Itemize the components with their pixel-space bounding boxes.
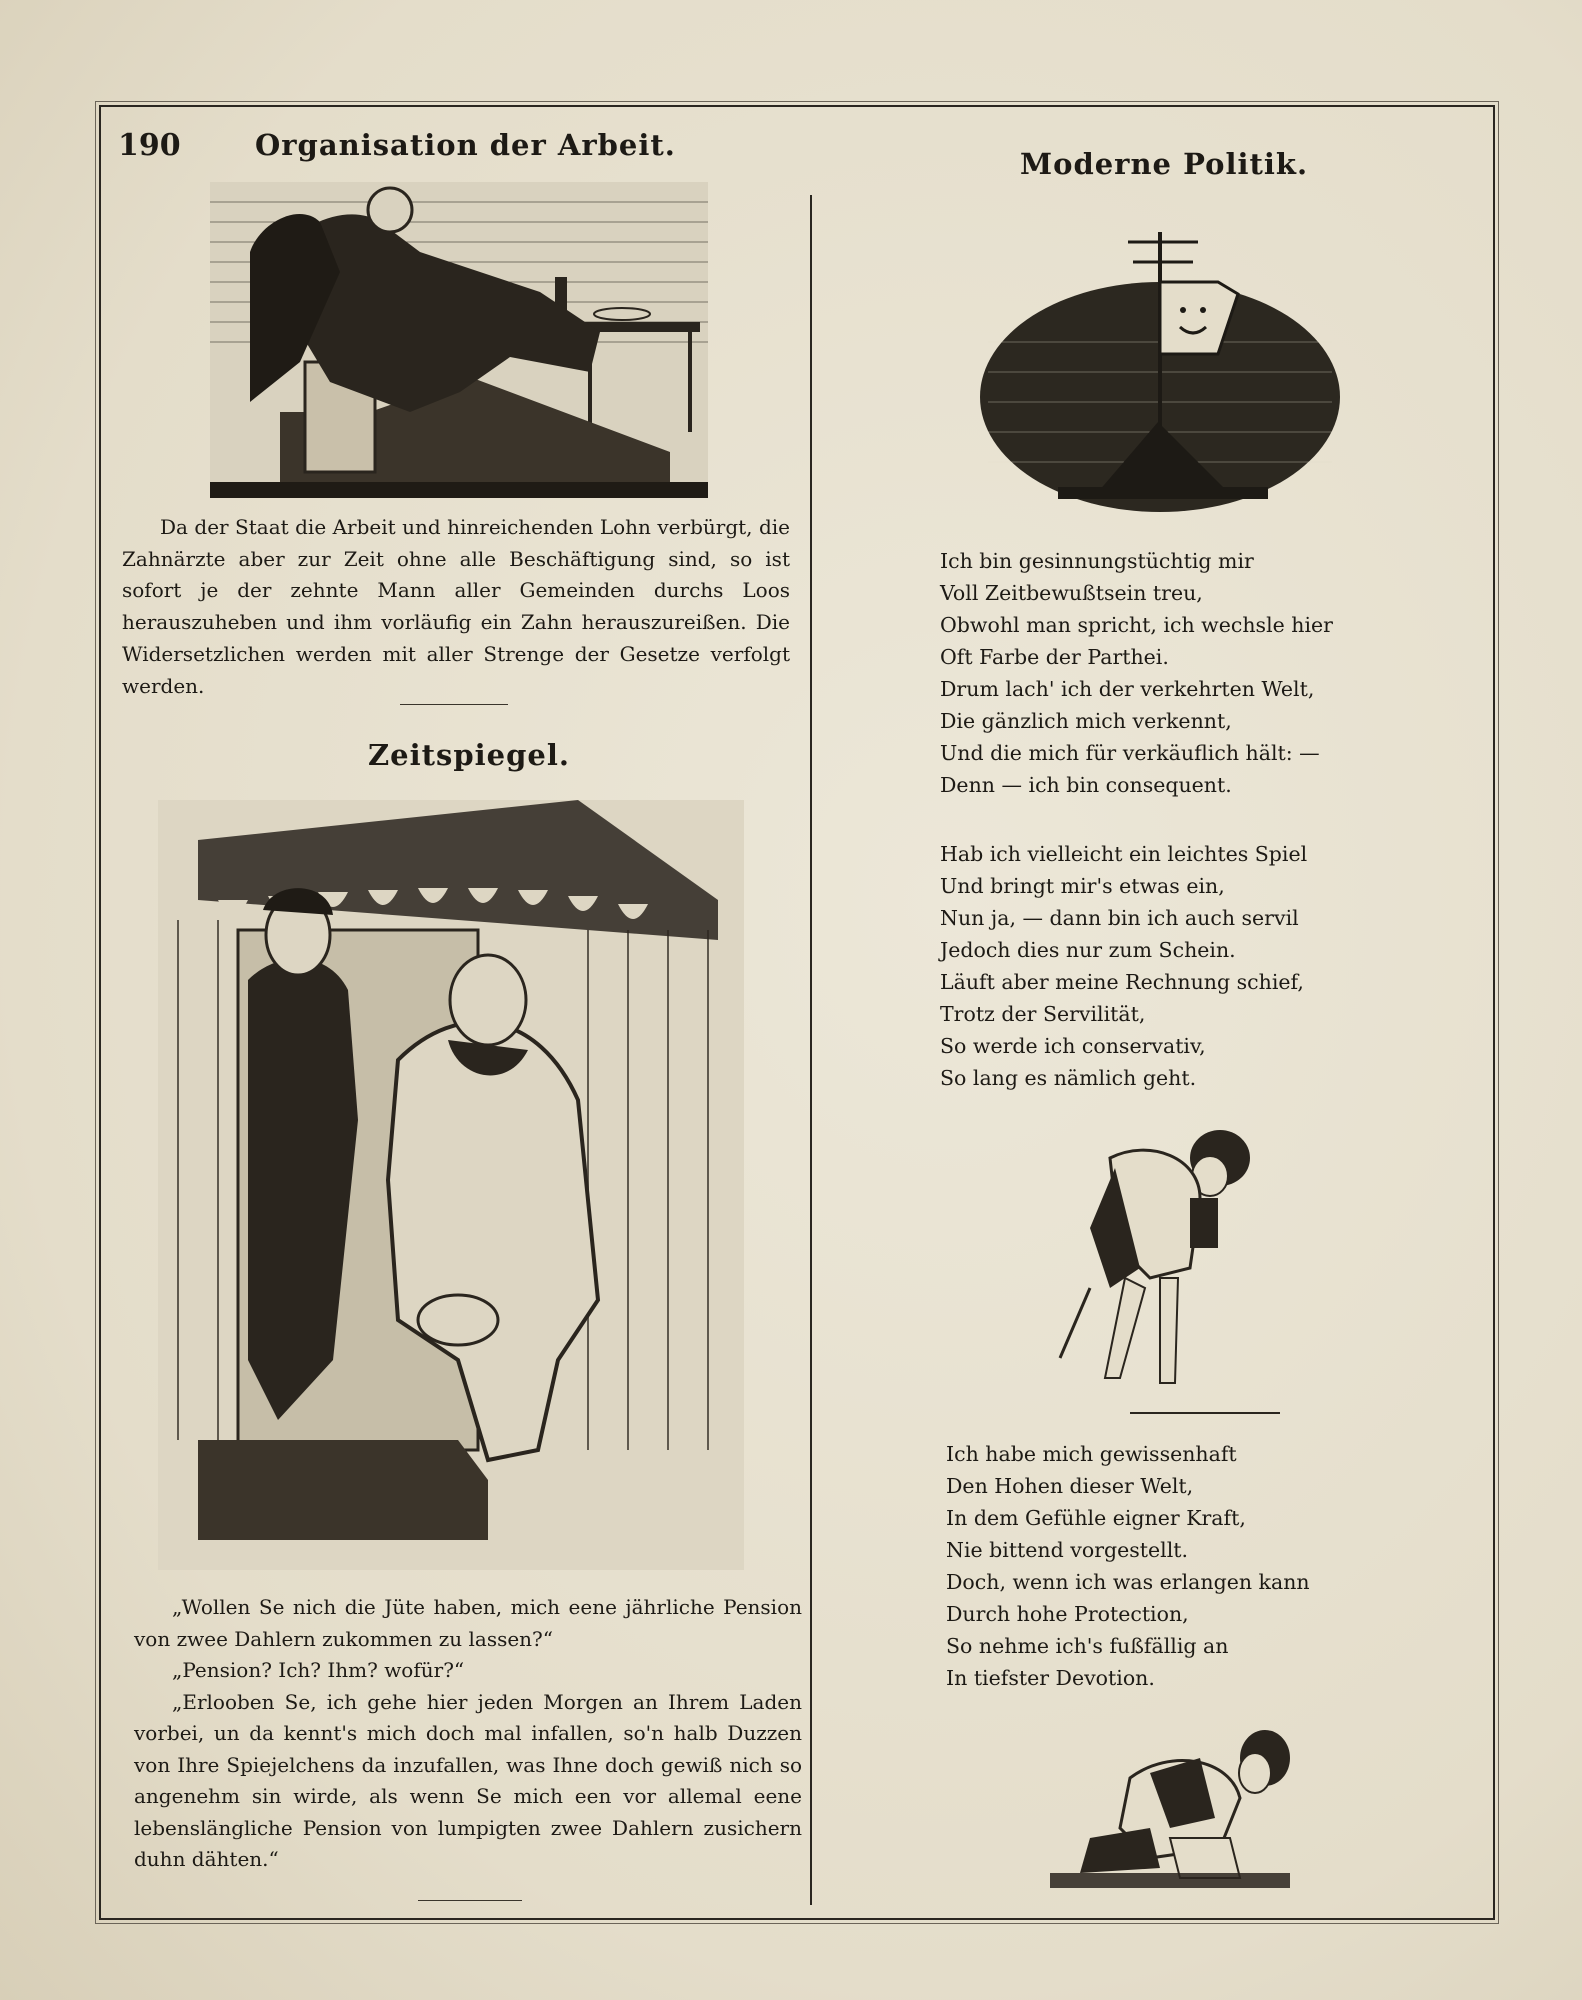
poem-line: So werde ich conservativ, bbox=[940, 1034, 1206, 1058]
poem-line: Ich habe mich gewissenhaft bbox=[946, 1442, 1237, 1466]
dialogue-line-1: „Wollen Se nich die Jüte haben, mich eene jährliche Pension von zwee Dahlern zukommen zu lassen?“ bbox=[134, 1595, 802, 1651]
poem-stanza-3 bbox=[946, 1438, 1310, 1694]
end-divider-rule bbox=[418, 1900, 522, 1901]
poem-line: Nie bittend vorgestellt. bbox=[946, 1538, 1189, 1562]
poem-line: Nun ja, — dann bin ich auch servil bbox=[940, 906, 1299, 930]
poem-line: Die gänzlich mich verkennt, bbox=[940, 709, 1232, 733]
poem-line: Obwohl man spricht, ich wechsle hier bbox=[940, 613, 1333, 637]
poem-line: So nehme ich's fußfällig an bbox=[946, 1634, 1229, 1658]
poem-line: So lang es nämlich geht. bbox=[940, 1066, 1197, 1090]
poem-line: Und die mich für verkäuflich hält: — bbox=[940, 741, 1320, 765]
page-number: 190 bbox=[118, 128, 181, 163]
poem-line: Trotz der Servilität, bbox=[940, 1002, 1146, 1026]
heading-zeitspiegel: Zeitspiegel. bbox=[368, 738, 570, 772]
poem-line: Jedoch dies nur zum Schein. bbox=[940, 938, 1236, 962]
poem-line: Denn — ich bin consequent. bbox=[940, 773, 1232, 797]
poem-line: Läuft aber meine Rechnung schief, bbox=[940, 970, 1304, 994]
poem-line: Drum lach' ich der verkehrten Welt, bbox=[940, 677, 1315, 701]
heading-moderne-politik: Moderne Politik. bbox=[1020, 147, 1309, 181]
poem-line: Doch, wenn ich was erlangen kann bbox=[946, 1570, 1310, 1594]
poem-line: Voll Zeitbewußtsein treu, bbox=[940, 581, 1203, 605]
poem-line: Den Hohen dieser Welt, bbox=[946, 1474, 1194, 1498]
poem-stanza-2 bbox=[940, 838, 1307, 1094]
section-divider-rule bbox=[400, 704, 508, 705]
poem-line: Oft Farbe der Parthei. bbox=[940, 645, 1169, 669]
illustration-kneeling-man bbox=[1050, 1718, 1290, 1888]
dialogue-line-3: „Erlooben Se, ich gehe hier jeden Morgen an Ihrem Laden vorbei, un da kennt's mich doch mal infallen, so'n halb Duzzen von Ihre Spiejelchens da inzufallen, was Ihne doch gewiß nich so angenehm sin wirde, als wenn Se mich een vor allemal eene lebenslängliche Pension von lumpigten zwee Dahlern zusichern duhn dähten.“ bbox=[134, 1689, 802, 1871]
illustration-dentist bbox=[210, 182, 708, 498]
heading-organisation: Organisation der Arbeit. bbox=[255, 128, 676, 162]
zeitspiegel-dialogue bbox=[134, 1592, 802, 1876]
poem-line: In dem Gefühle eigner Kraft, bbox=[946, 1506, 1246, 1530]
poem-line: Ich bin gesinnungstüchtig mir bbox=[940, 549, 1254, 573]
illustration-shop-doorway bbox=[158, 800, 744, 1570]
poem-line: In tiefster Devotion. bbox=[946, 1666, 1155, 1690]
column-divider bbox=[810, 195, 812, 1905]
poem-line: Und bringt mir's etwas ein, bbox=[940, 874, 1225, 898]
organisation-text: Da der Staat die Arbeit und hinreichenden Lohn verbürgt, die Zahnärzte aber zur Zeit ohne alle Beschäftigung sind, so ist sofort je der zehnte Mann aller Gemeinden durchs Loos herauszuheben und ihm vorläufig ein Zahn herauszureißen. Die Widersetzlichen werden mit aller Strenge der Gesetze verfolgt werden. bbox=[122, 515, 790, 698]
illustration-bowing-man bbox=[1050, 1128, 1282, 1418]
dialogue-line-2: „Pension? Ich? Ihm? wofür?“ bbox=[172, 1658, 465, 1682]
poem-line: Durch hohe Protection, bbox=[946, 1602, 1189, 1626]
illustration-weathervane bbox=[978, 222, 1342, 518]
poem-stanza-1 bbox=[940, 545, 1333, 801]
poem-line: Hab ich vielleicht ein leichtes Spiel bbox=[940, 842, 1308, 866]
